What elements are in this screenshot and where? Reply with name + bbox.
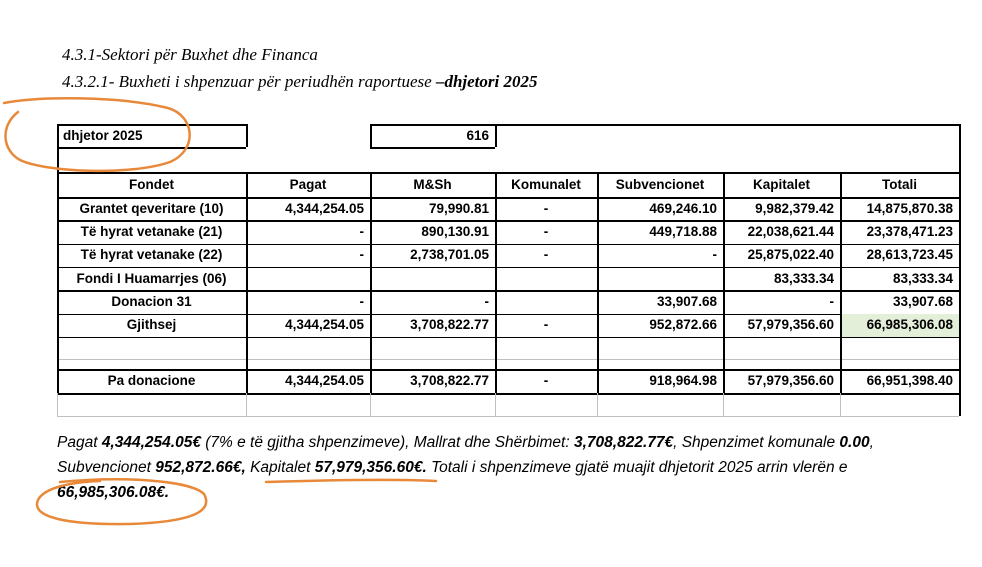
summary-text: (7% e të gjitha shpenzimeve), Mallrat dhe Shërbimet: xyxy=(200,434,574,451)
value-cell: 33,907.68 xyxy=(656,294,717,310)
summary-text: Kapitalet xyxy=(245,459,315,476)
value-cell: - xyxy=(359,224,364,240)
table-rule xyxy=(840,393,841,416)
value-cell: 28,613,723.45 xyxy=(866,247,953,263)
value-cell: 4,344,254.05 xyxy=(285,317,364,333)
value-cell xyxy=(370,267,495,290)
subsection-heading xyxy=(62,72,538,92)
value-cell: - xyxy=(543,317,549,333)
table-rule xyxy=(495,393,496,416)
value-cell: 4,344,254.05 xyxy=(285,373,364,389)
value-cell: 66,985,306.08 xyxy=(840,314,959,337)
value-cell: 23,378,471.23 xyxy=(866,224,953,240)
fund-name-cell: Donacion 31 xyxy=(111,294,192,310)
value-cell: 83,333.34 xyxy=(892,270,953,286)
value-cell: 4,344,254.05 xyxy=(285,200,364,216)
summary-line-1 xyxy=(57,434,962,452)
table-rule xyxy=(723,172,725,393)
summary-value-pagat: 4,344,254.05€ xyxy=(101,434,201,451)
fund-name-cell: Gjithsej xyxy=(126,317,177,333)
table-rule xyxy=(840,172,842,393)
table-rule xyxy=(959,124,961,416)
table-rule xyxy=(370,124,959,126)
table-rule xyxy=(246,393,247,416)
summary-text: Totali i shpenzimeve gjatë muajit dhjetorit 2025 arrin vlerën e xyxy=(426,459,848,476)
table-rule xyxy=(370,147,495,149)
table-rule xyxy=(246,124,248,147)
value-cell: 449,718.88 xyxy=(649,224,717,240)
table-rule xyxy=(723,393,724,416)
column-header: Komunalet xyxy=(511,176,581,192)
value-cell: - xyxy=(829,294,834,310)
column-header: Fondet xyxy=(129,176,174,192)
table-rule xyxy=(57,337,959,339)
value-cell: - xyxy=(543,247,549,263)
column-header: Pagat xyxy=(289,176,327,192)
column-header: Kapitalet xyxy=(752,176,810,192)
fund-name-cell: Fondi I Huamarrjes (06) xyxy=(76,270,227,286)
table-rule xyxy=(57,393,58,416)
annotation-underline-kapitalet xyxy=(266,480,436,482)
summary-line-2 xyxy=(57,459,962,477)
value-cell: - xyxy=(543,200,549,216)
summary-value-msh: 3,708,822.77€ xyxy=(573,434,674,451)
value-cell: 2,738,701.05 xyxy=(410,247,489,263)
table-rule xyxy=(57,393,959,395)
column-header: M&Sh xyxy=(413,176,452,192)
section-heading: 4.3.1-Sektori për Buxhet dhe Financa xyxy=(62,45,318,64)
table-rule xyxy=(57,124,246,126)
value-cell: - xyxy=(359,247,364,263)
table-rule xyxy=(57,147,246,149)
summary-text: , xyxy=(869,434,874,451)
table-rule xyxy=(370,393,371,416)
summary-text: , Shpenzimet komunale xyxy=(673,434,840,451)
subsection-heading-period: –dhjetori 2025 xyxy=(435,72,538,91)
value-cell: 890,130.91 xyxy=(421,224,489,240)
value-cell: 79,990.81 xyxy=(428,200,489,216)
value-cell xyxy=(495,267,597,290)
value-cell: - xyxy=(712,247,717,263)
value-cell xyxy=(597,267,723,290)
summary-value-komunale: 0.00 xyxy=(839,434,870,451)
table-rule xyxy=(57,359,959,360)
table-rule xyxy=(495,124,497,147)
value-cell: 57,979,356.60 xyxy=(747,317,834,333)
table-rule xyxy=(246,172,248,393)
value-cell: 22,038,621.44 xyxy=(747,224,834,240)
value-cell xyxy=(495,290,597,313)
table-rule xyxy=(370,124,372,147)
fund-name-cell: Grantet qeveritare (10) xyxy=(79,200,224,216)
value-cell: - xyxy=(484,294,489,310)
value-cell: 25,875,022.40 xyxy=(747,247,834,263)
summary-text: Pagat xyxy=(57,434,102,451)
fund-name-cell: Pa donacione xyxy=(107,373,196,389)
value-cell: - xyxy=(359,294,364,310)
column-header: Subvencionet xyxy=(615,176,705,192)
table-rule xyxy=(597,393,598,416)
value-cell: 952,872.66 xyxy=(649,317,717,333)
value-cell: 83,333.34 xyxy=(773,270,834,286)
table-rule xyxy=(597,172,599,393)
table-rule xyxy=(57,416,959,417)
value-cell: 33,907.68 xyxy=(892,294,953,310)
value-cell: 57,979,356.60 xyxy=(747,373,834,389)
table-rule xyxy=(57,147,59,172)
value-cell: 9,982,379.42 xyxy=(755,200,834,216)
subsection-heading-text: 4.3.2.1- Buxheti i shpenzuar për periudhën raportuese xyxy=(62,72,436,91)
table-rule xyxy=(57,172,59,393)
table-rule xyxy=(495,172,497,393)
fund-name-cell: Të hyrat vetanake (21) xyxy=(80,224,223,240)
value-cell: - xyxy=(543,373,549,389)
fund-name-cell: Të hyrat vetanake (22) xyxy=(80,247,223,263)
summary-text: Subvencionet xyxy=(57,459,156,476)
table-period-number: 616 xyxy=(466,127,489,143)
summary-value-kapitalet: 57,979,356.60€. xyxy=(314,459,427,476)
column-header: Totali xyxy=(882,176,917,192)
value-cell: 66,951,398.40 xyxy=(866,373,953,389)
summary-value-total: 66,985,306.08€. xyxy=(57,484,170,501)
summary-line-3 xyxy=(57,484,962,502)
table-rule xyxy=(370,172,372,393)
summary-value-subvencionet: 952,872.66€, xyxy=(155,459,246,476)
value-cell: 14,875,870.38 xyxy=(866,200,953,216)
value-cell: 918,964.98 xyxy=(649,373,717,389)
value-cell: 3,708,822.77 xyxy=(410,373,489,389)
value-cell: - xyxy=(543,224,549,240)
table-period-label: dhjetor 2025 xyxy=(63,127,143,143)
value-cell: 3,708,822.77 xyxy=(410,317,489,333)
value-cell: 469,246.10 xyxy=(649,200,717,216)
value-cell xyxy=(246,267,370,290)
